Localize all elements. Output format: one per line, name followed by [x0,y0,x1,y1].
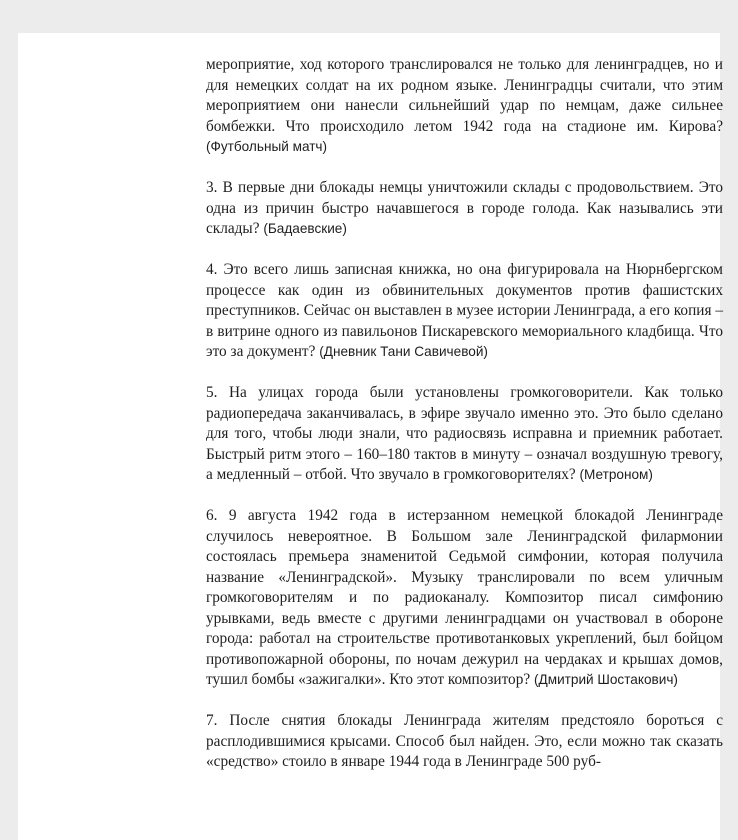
document-page [18,33,723,840]
answer: (Дмитрий Шостакович) [533,672,678,687]
paragraph-text: 5. На улицах города были установлены громкоговорители. Как только радиопередача заканчивалась, в эфире звучало именно это. Это было сделано для того, чтобы люди знали, что радиосвязь исправна и приемник работает. Быстрый ритм этого – 160–180 тактов в минуту – означал воздушную тревогу, а медленный – отбой. Что звучало в громкоговорителях? [206,384,723,483]
answer: (Метроном) [579,467,653,482]
paragraph-question-3 [206,178,723,240]
paragraph-event [206,55,723,158]
paragraph-text: 7. После снятия блокады Ленинграда жителям предстояло бороться с расплодившимися крысами. Способ был найден. Это, если можно так сказать «средство» стоило в январе 1944 года в Ленинграде 500 руб- [206,712,723,770]
paragraph-text: 3. В первые дни блокады немцы уничтожили склады с продовольствием. Это одна из причин быстро начавшегося в городе голода. Как назывались эти склады? [206,179,723,237]
paragraph-question-4 [206,260,723,363]
answer: (Бадаевские) [263,221,347,236]
text-column [206,55,723,793]
answer: (Дневник Тани Савичевой) [319,344,488,359]
paragraph-text: 4. Это всего лишь записная книжка, но она фигурировала на Нюрнбергском процессе как один из обвинительных документов против фашистских преступников. Сейчас он выставлен в музее истории Ленинграда, а его копия – в витрине одного из павильонов Пискаревского мемориального кладбища. Что это за документ? [206,261,723,360]
paragraph-question-6 [206,506,723,691]
paragraph-question-5 [206,383,723,486]
paragraph-question-7 [206,711,723,773]
answer: (Футбольный матч) [206,139,328,154]
paragraph-text: мероприятие, ход которого транслировался не только для ленинградцев, но и для немецких солдат на их родном языке. Ленинградцы считали, что этим мероприятием они нанесли сильнейший удар по немцам, даже сильнее бомбежки. Что происходило летом 1942 года на стадионе им. Кирова? [206,56,723,135]
paragraph-text: 6. 9 августа 1942 года в истерзанном немецкой блокадой Ленинграде случилось невероятное. В Большом зале Ленинградской филармонии состоялась премьера знаменитой Седьмой симфонии, которая получила название «Ленинградской». Музыку транслировали по всем уличным громкоговорителям и по радиоканалу. Композитор писал симфонию урывками, ведь вместе с другими ленинградцами он участвовал в обороне города: работал на строительстве противотанковых укреплений, был бойцом противопожарной обороны, по ночам дежурил на чердаках и крышах домов, тушил бомбы «зажигалки». Кто этот композитор? [206,507,723,688]
